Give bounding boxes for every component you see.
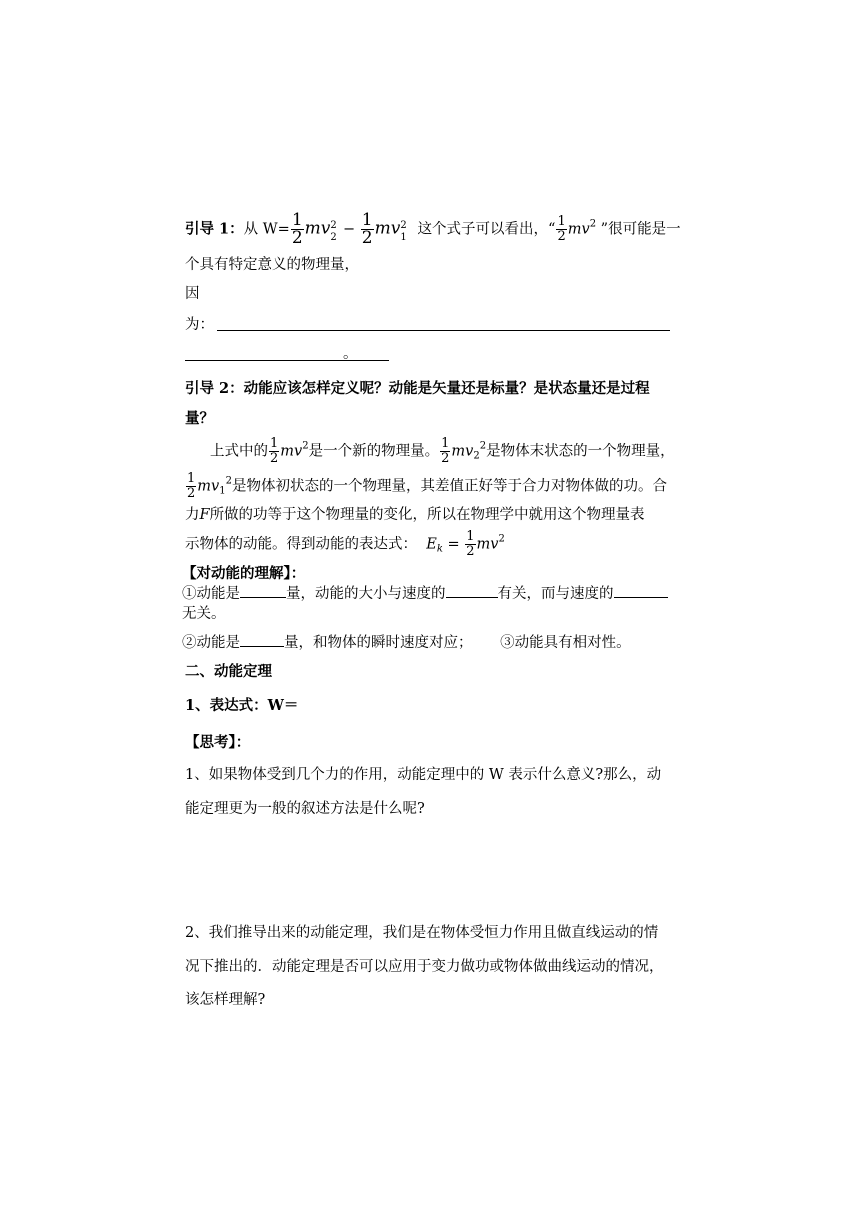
answer-blank-line[interactable] xyxy=(217,330,670,331)
formula-term: mv xyxy=(280,443,303,460)
formula-fraction: $\frac{1}{2}$ xyxy=(291,210,303,248)
formula-term: mv xyxy=(197,478,220,495)
para-line4: 示物体的动能。得到动能的表达式： $E_k$ = $\frac{1}{2}$ $mv^2$ xyxy=(185,529,505,559)
fill-blank[interactable] xyxy=(240,646,284,647)
para-s3-force: F xyxy=(199,507,210,523)
para-s1-mid: 是一个新的物理量。 xyxy=(308,443,440,460)
think-title: 【思考】： xyxy=(185,734,251,751)
item1-c: 有关，而与速度的 xyxy=(497,586,614,602)
para-s2: 是物体初状态的一个物理量，其差值正好等于合力对物体做的功。合 xyxy=(231,478,667,495)
section2-expr: 1、表达式：W＝ xyxy=(185,697,299,714)
para-s3-a: 力 xyxy=(185,507,200,523)
fill-blank[interactable] xyxy=(614,597,668,598)
para-line1: 上式中的 $\frac{1}{2}$ $mv^2$是一个新的物理量。 $\frac{1}{2}$ $mv_2^2$是物体末状态的一个物理量， xyxy=(210,436,675,466)
guide1-line1: 引导 1：从 W= $\frac{1}{2}$ mv 2 2 − $\frac{1}{2}$ mv 2 1 这个式子可以看出，“ $\frac{1}{2}$ $mv^2$ ”很可能是一 xyxy=(185,210,681,248)
formula-fraction: $\frac{1}{2}$ xyxy=(361,210,373,248)
item1-a: ①动能是 xyxy=(182,586,240,602)
guide1-line2: 个具有特定意义的物理量， xyxy=(185,257,359,273)
item3: ③动能具有相对性。 xyxy=(500,635,631,651)
section2-title: 二、动能定理 xyxy=(185,663,272,680)
guide2-line2: 量？ xyxy=(185,410,214,427)
para-s4: 示物体的动能。得到动能的表达式： xyxy=(185,536,417,553)
answer-blank-line[interactable] xyxy=(185,360,389,361)
para-s3-b: 所做的功等于这个物理量的变化，所以在物理学中就用这个物理量表 xyxy=(209,507,645,523)
formula-term: mv xyxy=(374,218,401,239)
think-q1-line2: 能定理更为一般的叙述方法是什么呢? xyxy=(185,801,425,817)
understanding-item1-end: 无关。 xyxy=(182,606,226,622)
think-q2-line3: 该怎样理解? xyxy=(185,992,266,1008)
formula-fraction: $\frac{1}{2}$ xyxy=(557,214,566,244)
guide1-because-1: 因 xyxy=(185,286,200,302)
guide1-after-formula: 这个式子可以看出，“ xyxy=(417,221,556,238)
guide1-after-quote: ”很可能是一 xyxy=(600,221,681,238)
item2-a: ②动能是 xyxy=(182,635,240,651)
guide1-from: 从 W= xyxy=(243,221,290,238)
fill-blank[interactable] xyxy=(240,597,286,598)
guide1-period: 。 xyxy=(343,346,358,362)
formula-term: mv xyxy=(451,443,474,460)
think-q2-line1: 2、我们推导出来的动能定理，我们是在物体受恒力作用且做直线运动的情 xyxy=(185,925,659,941)
think-q2-line2: 况下推出的．动能定理是否可以应用于变力做功或物体做曲线运动的情况， xyxy=(185,959,664,975)
guide1-label: 引导 1： xyxy=(185,220,244,238)
formula-fraction: $\frac{1}{2}$ xyxy=(466,529,475,559)
para-line2: $\frac{1}{2}$ $mv_1^2$是物体初状态的一个物理量，其差值正好等于合力对物体做的功。合 xyxy=(187,471,667,501)
understanding-item2 xyxy=(182,631,631,655)
understanding-title: 【对动能的理解】： xyxy=(182,565,306,582)
guide2-line1: 引导 2：动能应该怎样定义呢？动能是矢量还是标量？是状态量还是过程 xyxy=(185,380,650,397)
kinetic-energy-formula: E xyxy=(426,536,437,553)
para-line3 xyxy=(185,503,645,527)
para-s1-prefix: 上式中的 xyxy=(210,443,268,460)
item1-b: 量，动能的大小与速度的 xyxy=(286,586,446,602)
understanding-item1 xyxy=(182,582,668,606)
formula-term: mv xyxy=(567,221,590,238)
guide1-because-2: 为： xyxy=(185,317,214,333)
item2-b: 量，和物体的瞬时速度对应； xyxy=(284,635,473,651)
think-q1-line1: 1、如果物体受到几个力的作用，动能定理中的 W 表示什么意义?那么，动 xyxy=(185,767,662,783)
fill-blank[interactable] xyxy=(446,597,498,598)
formula-term: mv xyxy=(304,218,331,239)
formula-fraction: $\frac{1}{2}$ xyxy=(187,471,196,501)
formula-fraction: $\frac{1}{2}$ xyxy=(441,436,450,466)
para-s1-end: 是物体末状态的一个物理量， xyxy=(486,443,675,460)
formula-term: mv xyxy=(476,536,499,553)
formula-fraction: $\frac{1}{2}$ xyxy=(270,436,279,466)
